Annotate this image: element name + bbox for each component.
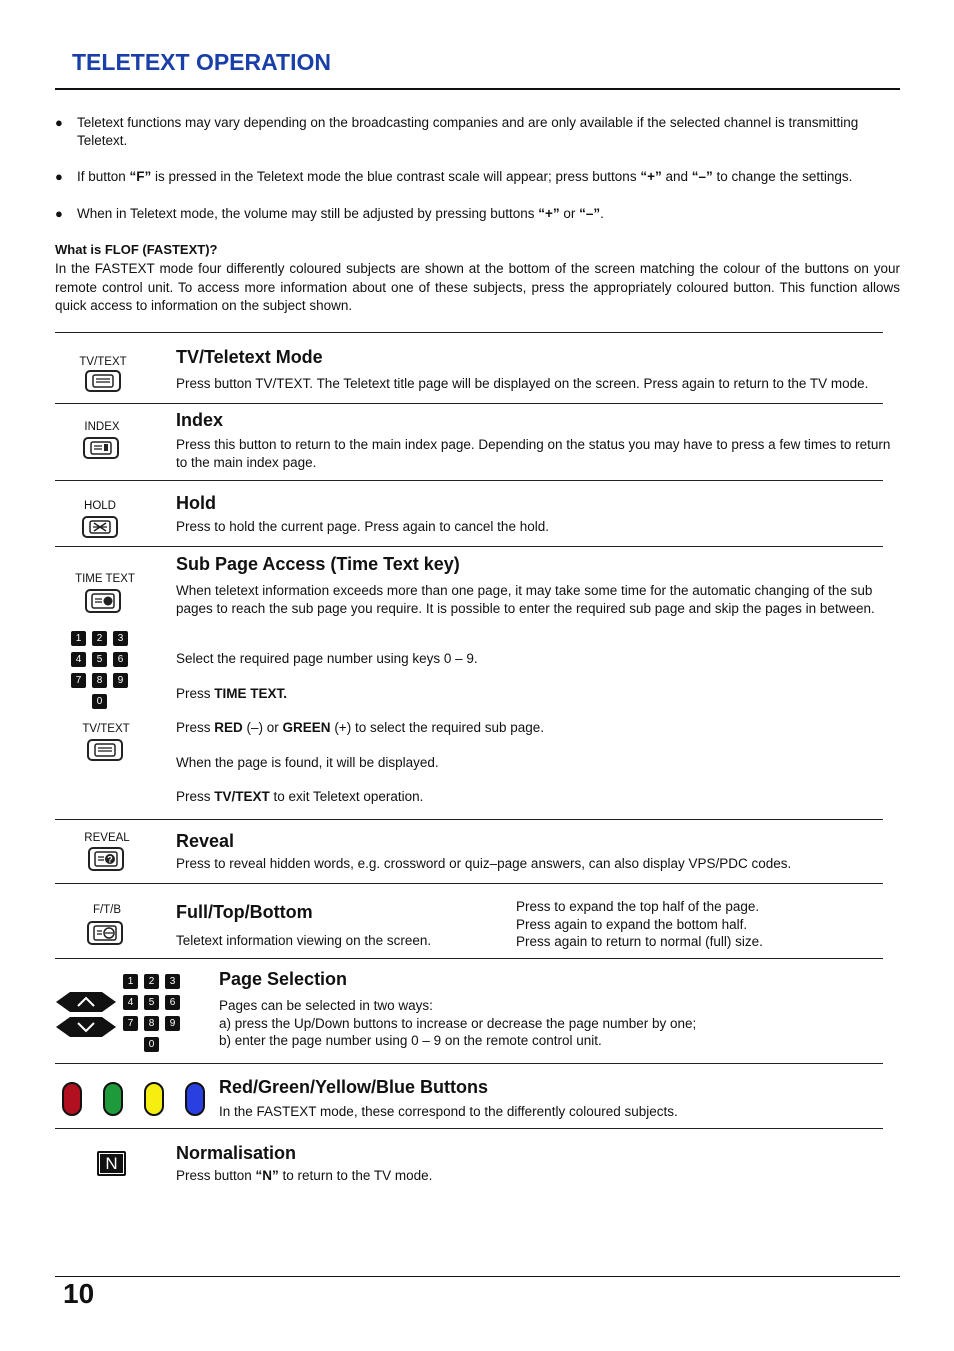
section-text-hold: Press to hold the current page. Press again to cancel the hold.	[176, 519, 549, 534]
blue-button[interactable]	[185, 1082, 205, 1116]
reveal-button[interactable]	[88, 847, 124, 871]
key-4[interactable]: 4	[123, 995, 138, 1010]
bullet-item: ● If button “F” is pressed in the Teletext mode the blue contrast scale will appear; press buttons “+” and “–” to change the settings.	[55, 169, 853, 184]
divider	[55, 332, 883, 333]
hold-icon	[84, 518, 116, 536]
tvtext-button[interactable]	[85, 370, 121, 392]
reveal-button-label: REVEAL	[84, 832, 130, 844]
section-title-hold: Hold	[176, 493, 216, 513]
tvtext-exit-button[interactable]	[87, 739, 123, 761]
section-title-normalisation: Normalisation	[176, 1143, 297, 1163]
divider	[55, 480, 883, 481]
ftb-button-label: F/T/B	[92, 904, 122, 916]
tvtext-button-label: TV/TEXT	[79, 356, 127, 368]
key-4[interactable]: 4	[71, 652, 86, 667]
key-7[interactable]: 7	[71, 673, 86, 688]
section-text-ftb: Teletext information viewing on the screen.	[176, 933, 432, 948]
section-title-reveal: Reveal	[176, 831, 235, 851]
normalisation-text: Press button “N” to return to the TV mode.	[176, 1168, 433, 1183]
bullet-item: ● Teletext functions may vary depending on the broadcasting companies and are only available if the selected channel is transmitting Teletext.	[55, 115, 859, 148]
key-3[interactable]: 3	[165, 974, 180, 989]
section-title-subpage: Sub Page Access (Time Text key)	[176, 554, 460, 574]
bullet-dot-icon: ●	[55, 206, 63, 221]
bullet-dot-icon: ●	[55, 115, 63, 130]
green-button[interactable]	[103, 1082, 123, 1116]
ftb-button[interactable]	[87, 921, 123, 945]
timetext-button-label: TIME TEXT	[75, 573, 135, 585]
red-button[interactable]	[62, 1082, 82, 1116]
n-button[interactable]	[97, 1151, 126, 1176]
key-5[interactable]: 5	[144, 995, 159, 1010]
divider	[55, 883, 883, 884]
section-title-tvtext: TV/Teletext Mode	[176, 347, 323, 367]
section-title-index: Index	[176, 410, 224, 430]
key-1[interactable]: 1	[123, 974, 138, 989]
flof-text: In the FASTEXT mode four differently coloured subjects are shown at the bottom of the screen matching the colour of the buttons on your remote control unit. To access more information about one of these subjects, press the appropriately coloured button. This function allows quick access to information on the subject shown.	[55, 261, 900, 313]
yellow-button[interactable]	[144, 1082, 164, 1116]
color-buttons-text: In the FASTEXT mode, these correspond to the differently coloured subjects.	[219, 1104, 678, 1119]
subpage-p2: Select the required page number using keys 0 – 9.	[176, 651, 478, 666]
index-button[interactable]	[83, 437, 119, 459]
subpage-p4: Press RED (–) or GREEN (+) to select the required sub page.	[176, 720, 545, 735]
key-2[interactable]: 2	[92, 631, 107, 646]
expand-icon	[89, 923, 121, 943]
up-button[interactable]	[56, 992, 116, 1012]
question-icon	[90, 849, 122, 869]
subpage-p5: When the page is found, it will be displayed.	[176, 755, 439, 770]
subpage-p6: Press TV/TEXT to exit Teletext operation.	[176, 789, 424, 804]
page-number: 10	[63, 1278, 95, 1309]
key-9[interactable]: 9	[165, 1016, 180, 1031]
key-7[interactable]: 7	[123, 1016, 138, 1031]
section-title-page-selection: Page Selection	[219, 969, 348, 989]
page-selection-text: Pages can be selected in two ways: a) press the Up/Down buttons to increase or decrease the page number by one; b) enter the page number using 0 – 9 on the remote control unit.	[219, 998, 697, 1048]
numeric-keypad	[122, 974, 184, 1054]
section-text-reveal: Press to reveal hidden words, e.g. crossword or quiz–page answers, can also display VPS/PDC codes.	[176, 856, 792, 871]
hold-button[interactable]	[82, 516, 118, 538]
key-8[interactable]: 8	[92, 673, 107, 688]
footer-rule	[55, 1276, 900, 1277]
key-9[interactable]: 9	[113, 673, 128, 688]
key-6[interactable]: 6	[113, 652, 128, 667]
section-text-index: Press this button to return to the main index page. Depending on the status you may have to press a few times to return to the main index page.	[176, 437, 891, 470]
divider	[55, 1063, 883, 1064]
subpage-p1: When teletext information exceeds more than one page, it may take some time for the automatic changing of the sub pages to reach the sub page you require. It is possible to enter the required sub page and skip the pages in between.	[176, 583, 875, 616]
key-0[interactable]: 0	[92, 694, 107, 709]
flof-heading: What is FLOF (FASTEXT)?	[55, 242, 218, 257]
n-key-label: N	[99, 1153, 124, 1174]
key-1[interactable]: 1	[71, 631, 86, 646]
section-title-ftb: Full/Top/Bottom	[176, 902, 313, 922]
down-button[interactable]	[56, 1017, 116, 1037]
header-rule	[55, 88, 900, 90]
tvtext-exit-button-label: TV/TEXT	[82, 723, 130, 735]
svg-text:?: ?	[107, 854, 113, 865]
bullet-item: ● When in Teletext mode, the volume may still be adjusted by pressing buttons “+” or “–”.	[55, 206, 604, 221]
divider	[55, 403, 883, 404]
index-icon	[85, 439, 117, 457]
divider	[55, 958, 883, 959]
numeric-keypad	[70, 631, 130, 711]
hold-button-label: HOLD	[84, 500, 116, 512]
tv-screen-icon	[87, 372, 119, 390]
divider	[55, 546, 883, 547]
key-2[interactable]: 2	[144, 974, 159, 989]
tv-screen-icon	[89, 741, 121, 759]
key-3[interactable]: 3	[113, 631, 128, 646]
key-6[interactable]: 6	[165, 995, 180, 1010]
section-title-color-buttons: Red/Green/Yellow/Blue Buttons	[219, 1077, 489, 1097]
index-button-label: INDEX	[84, 421, 120, 433]
ftb-right-text: Press to expand the top half of the page. Press again to expand the bottom half. Press again to return to normal (full) size.	[516, 899, 763, 949]
clock-icon	[87, 591, 119, 611]
key-0[interactable]: 0	[144, 1037, 159, 1052]
subpage-p3: Press TIME TEXT.	[176, 686, 288, 701]
divider	[55, 819, 883, 820]
timetext-button[interactable]	[85, 589, 121, 613]
up-down-buttons	[56, 991, 118, 1039]
key-5[interactable]: 5	[92, 652, 107, 667]
divider	[55, 1128, 883, 1129]
key-8[interactable]: 8	[144, 1016, 159, 1031]
bullet-dot-icon: ●	[55, 169, 63, 184]
section-text-tvtext: Press button TV/TEXT. The Teletext title page will be displayed on the screen. Press again to return to the TV mode.	[176, 376, 869, 391]
page-title: TELETEXT OPERATION	[72, 49, 331, 75]
